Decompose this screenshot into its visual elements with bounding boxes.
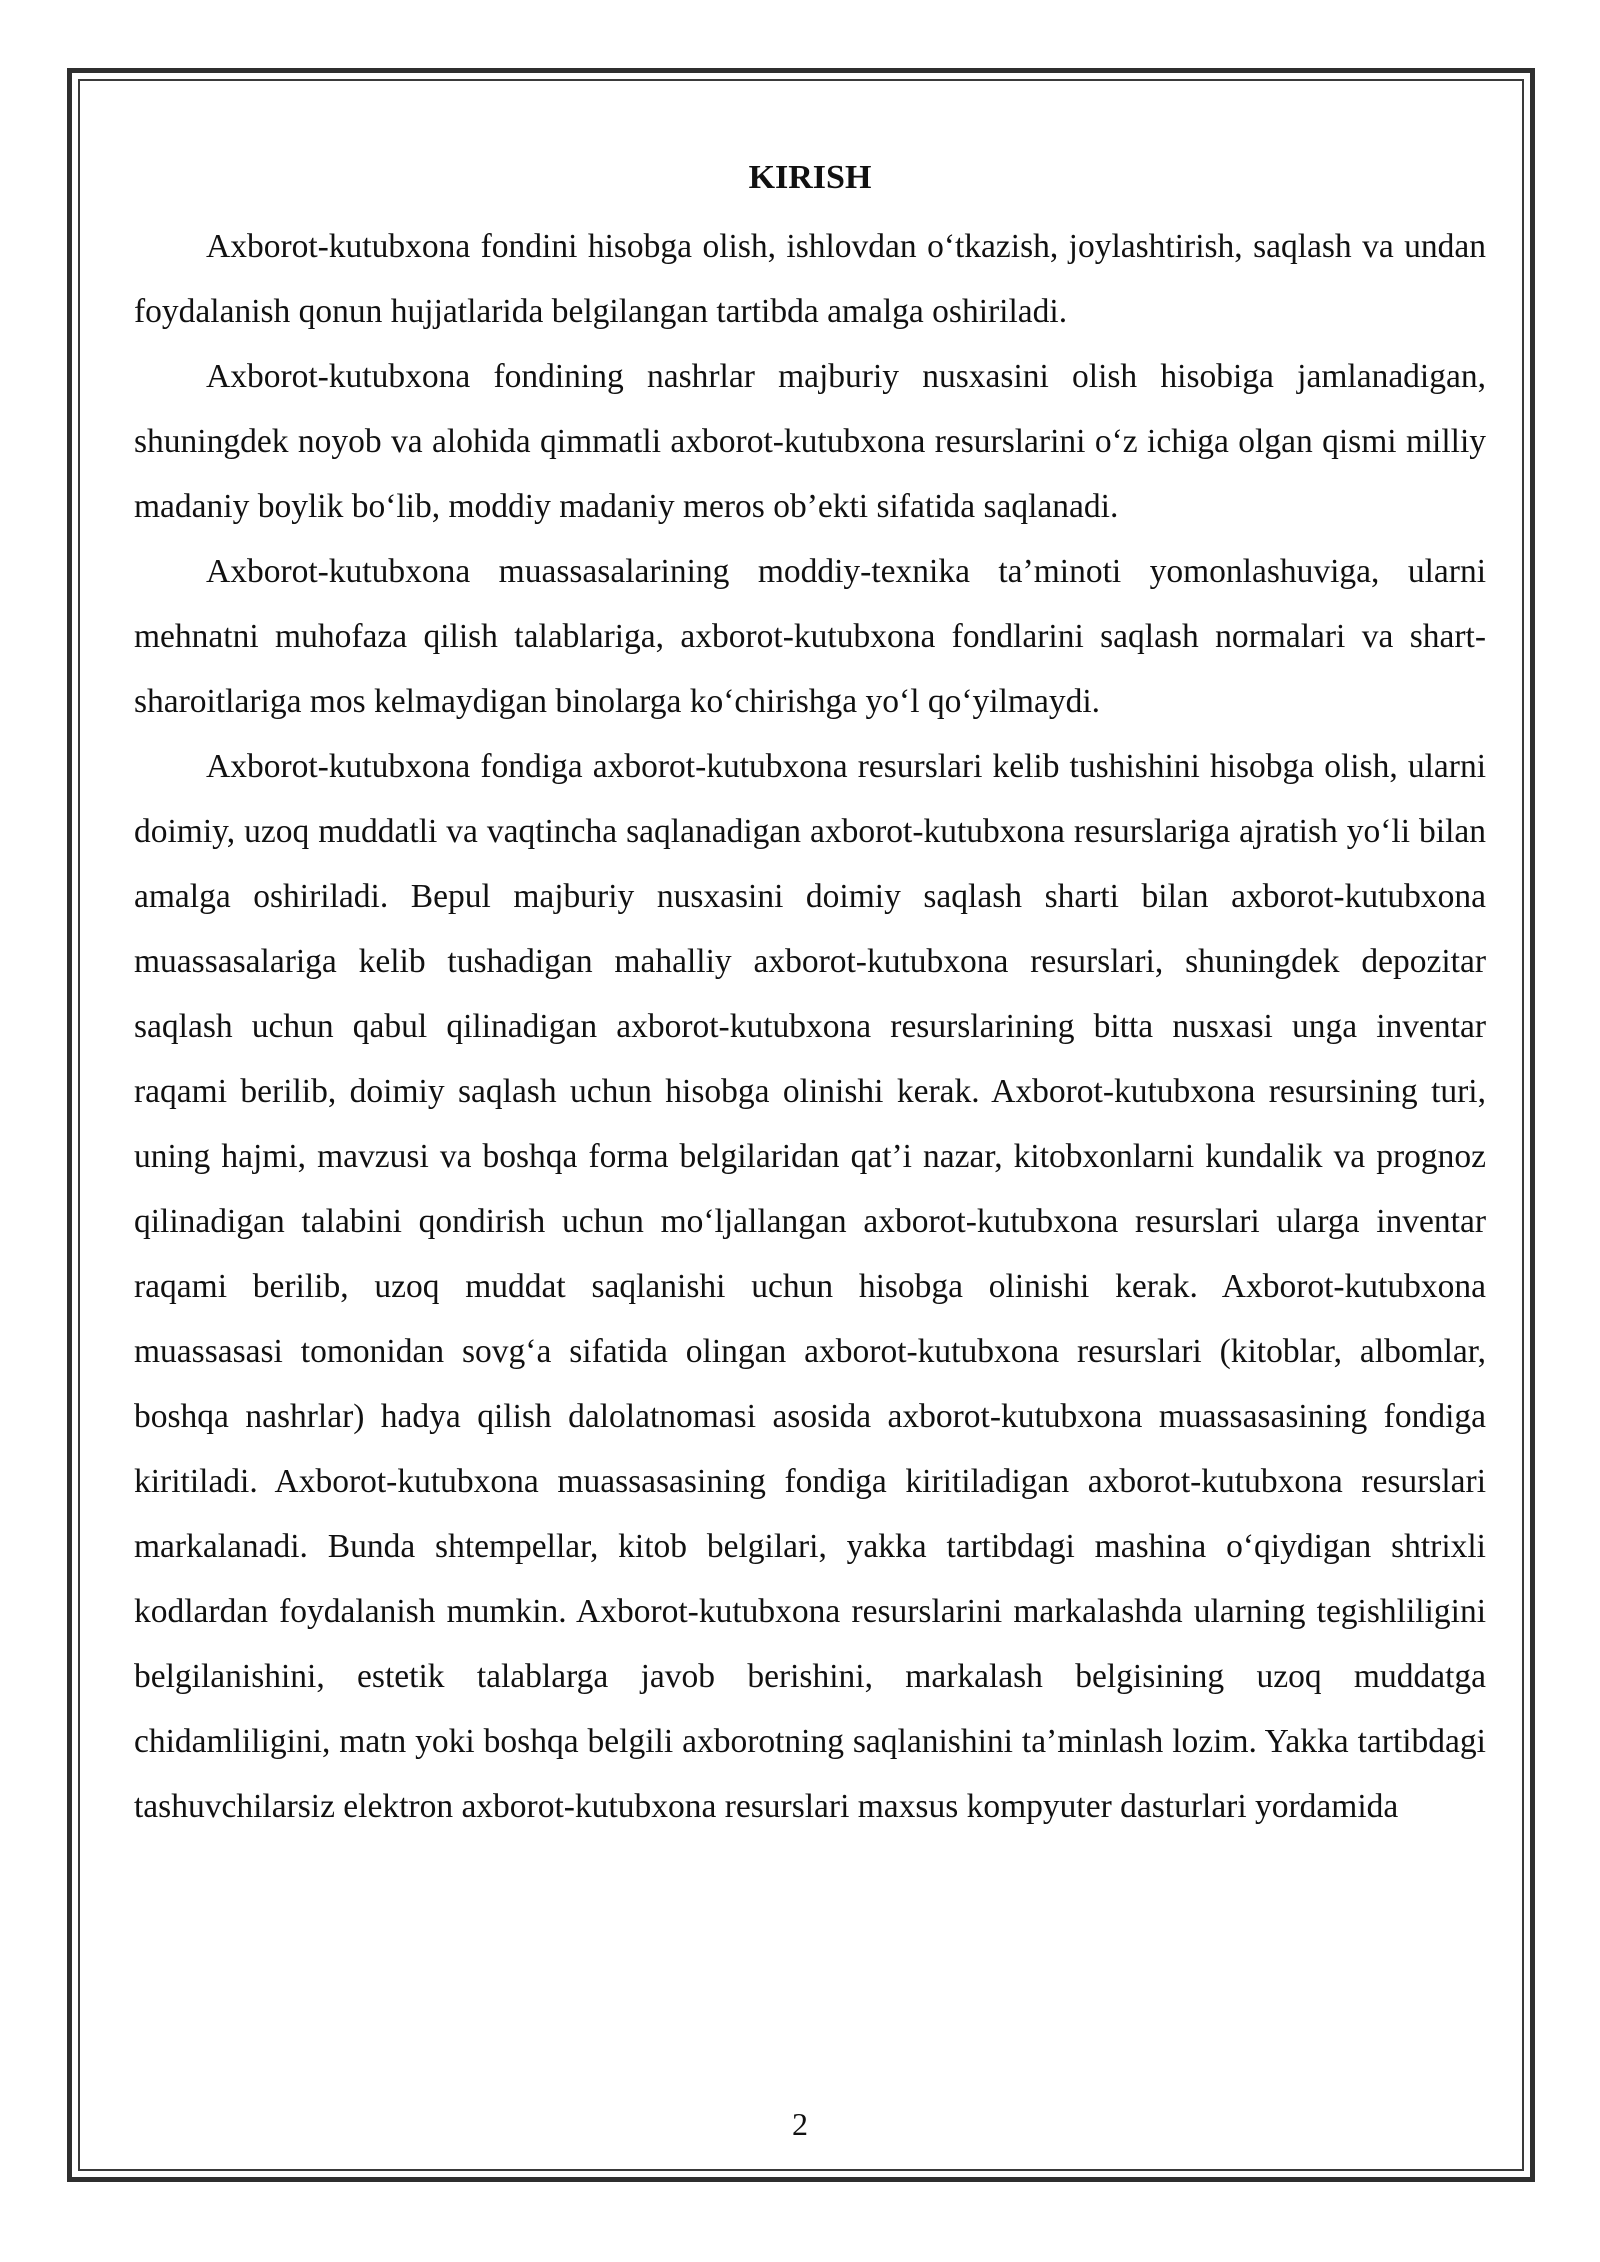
document-body <box>134 148 1486 1839</box>
section-title: KIRISH <box>748 159 872 196</box>
paragraph-4: Axborot-kutubxona fondiga axborot-kutubxona resurslari kelib tushishini hisobga olish, ularni doimiy, uzoq muddatli va vaqtincha saqlanadigan axborot-kutubxona resurslariga ajratish yo‘li bilan amalga oshiriladi. Bepul majburiy nusxasini doimiy saqlash sharti bilan axborot-kutubxona muassasalariga kelib tushadigan mahalliy axborot-kutubxona resurslari, shuningdek depozitar saqlash uchun qabul qilinadigan axborot-kutubxona resurslarining bitta nusxasi unga inventar raqami berilib, doimiy saqlash uchun hisobga olinishi kerak. Axborot-kutubxona resursining turi, uning hajmi, mavzusi va boshqa forma belgilaridan qat’i nazar, kitobxonlarni kundalik va prognoz qilinadigan talabini qondirish uchun mo‘ljallangan axborot-kutubxona resurslari ularga inventar raqami berilib, uzoq muddat saqlanishi uchun hisobga olinishi kerak. Axborot-kutubxona muassasasi tomonidan sovg‘a sifatida olingan axborot-kutubxona resurslari (kitoblar, albomlar, boshqa nashrlar) hadya qilish dalolatnomasi asosida axborot-kutubxona muassasasining fondiga kiritiladi. Axborot-kutubxona muassasasining fondiga kiritiladigan axborot-kutubxona resurslari markalanadi. Bunda shtempellar, kitob belgilari, yakka tartibdagi mashina o‘qiydigan shtrixli kodlardan foydalanish mumkin. Axborot-kutubxona resurslarini markalashda ularning tegishliligini belgilanishini, estetik talablarga javob berishini, markalash belgisining uzoq muddatga chidamliligini, matn yoki boshqa belgili axborotning saqlanishini ta’minlash lozim. Yakka tartibdagi tashuvchilarsiz elektron axborot-kutubxona resurslari maxsus kompyuter dasturlari yordamida <box>134 748 1486 1825</box>
page-number: 2 <box>792 2106 808 2142</box>
paragraph-2: Axborot-kutubxona fondining nashrlar majburiy nusxasini olish hisobiga jamlanadigan, shuningdek noyob va alohida qimmatli axborot-kutubxona resurslarini o‘z ichiga olgan qismi milliy madaniy boylik bo‘lib, moddiy madaniy meros ob’ekti sifatida saqlanadi. <box>134 358 1486 525</box>
paragraph-3: Axborot-kutubxona muassasalarining moddiy-texnika ta’minoti yomonlashuviga, ularni mehnatni muhofaza qilish talablariga, axborot-kutubxona fondlarini saqlash normalari va shart-sharoitlariga mos kelmaydigan binolarga ko‘chirishga yo‘l qo‘yilmaydi. <box>134 553 1486 720</box>
paragraph-1: Axborot-kutubxona fondini hisobga olish, ishlovdan o‘tkazish, joylashtirish, saqlash va undan foydalanish qonun hujjatlarida belgilangan tartibda amalga oshiriladi. <box>134 228 1486 330</box>
